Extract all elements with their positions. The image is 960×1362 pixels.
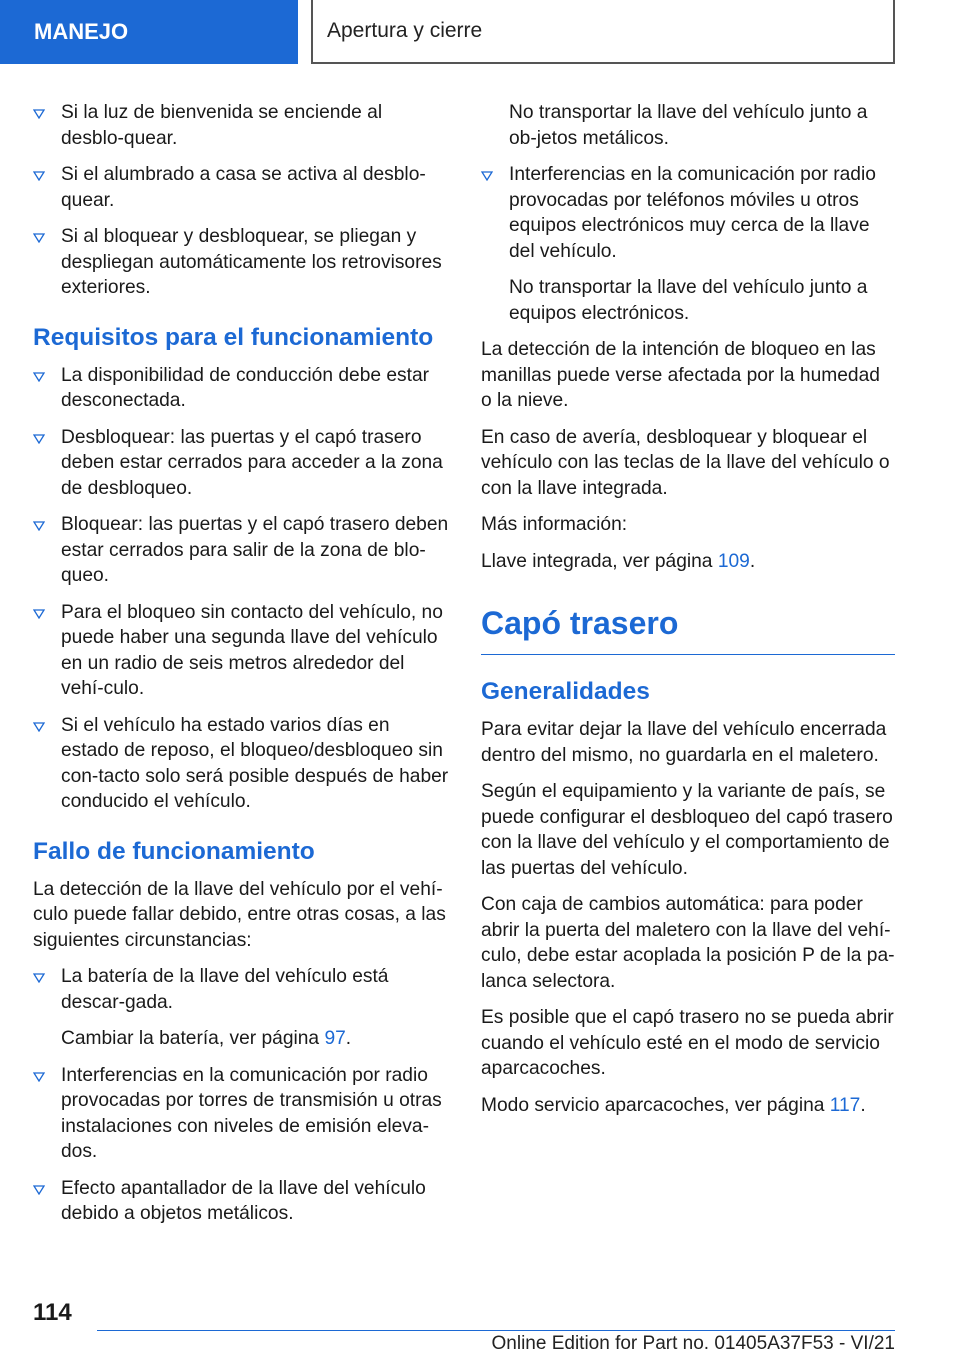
paragraph: Con caja de cambios automática: para poder abrir la puerta del maletero con la llave del vehí-culo, debe estar acoplada la posición P de la pa-lanca selectora. [481, 894, 895, 992]
right-column [481, 100, 895, 1129]
bullet-triangle-icon [33, 1072, 45, 1082]
list-item [33, 600, 449, 702]
chapter-title: Apertura y cierre [311, 0, 895, 64]
item-text: Si el vehículo ha estado varios días en estado de reposo, el bloqueo/desbloqueo sin con-tacto solo será posible después de haber conducido el vehículo. [61, 714, 449, 812]
bullet-triangle-icon [33, 722, 45, 732]
section-heading-tailgate: Capó trasero [481, 604, 895, 655]
bullet-triangle-icon [33, 1185, 45, 1195]
bullet-triangle-icon [33, 521, 45, 531]
bullet-triangle-icon [33, 171, 45, 181]
requirements-heading: Requisitos para el funcionamiento [33, 323, 434, 351]
paragraph: La detección de la intención de bloqueo en las manillas puede verse afectada por la humedad o la nieve. [481, 339, 880, 411]
item-text: Interferencias en la comunicación por radio provocadas por torres de transmisión u otras instalaciones con niveles de emisión eleva-dos. [61, 1064, 442, 1162]
item-text: Desbloquear: las puertas y el capó trasero deben estar cerrados para acceder a la zona de desbloqueo. [61, 426, 443, 499]
item-note: No transportar la llave del vehículo junto a ob-jetos metálicos. [509, 102, 868, 149]
cross-reference [481, 549, 895, 575]
list-item [481, 162, 895, 264]
list-item [33, 1063, 449, 1165]
page-link-109[interactable]: 109 [717, 550, 750, 572]
list-item [33, 363, 449, 414]
note-end: . [345, 1028, 352, 1049]
list-item [33, 512, 449, 589]
paragraph: Según el equipamiento y la variante de país, se puede configurar el desbloqueo del capó trasero con la llave del vehículo y el comportamiento de las puertas del vehículo. [481, 781, 893, 879]
bullet-triangle-icon [33, 109, 45, 119]
more-info-label: Más información: [481, 514, 628, 535]
item-text: Efecto apantallador de la llave del vehículo debido a objetos metálicos. [61, 1177, 426, 1224]
item-text: La batería de la llave del vehículo está descar-gada. [61, 966, 389, 1013]
list-item [33, 162, 449, 213]
general-heading: Generalidades [481, 678, 650, 705]
paragraph: Para evitar dejar la llave del vehículo encerrada dentro del mismo, no guardarla en el maletero. [481, 719, 887, 766]
item-note: No transportar la llave del vehículo junto a equipos electrónicos. [509, 277, 868, 324]
page-link-117[interactable]: 117 [829, 1094, 861, 1116]
bullet-triangle-icon [481, 171, 493, 181]
left-column [33, 100, 449, 1238]
list-item [33, 964, 449, 1015]
item-text: Si al bloquear y desbloquear, se pliegan y despliegan automáticamente los retrovisores exteriores. [61, 226, 442, 298]
ref-text: Llave integrada, ver página [481, 550, 718, 572]
paragraph: Es posible que el capó trasero no se pueda abrir cuando el vehículo esté en el modo de servicio aparcacoches. [481, 1007, 894, 1079]
edition-footer: Online Edition for Part no. 01405A37F53 - VI/21 [491, 1333, 895, 1354]
list-item [33, 224, 449, 301]
list-item [33, 713, 449, 815]
ref-end: . [860, 1094, 866, 1116]
paragraph: En caso de avería, desbloquear y bloquear el vehículo con las teclas de la llave del vehículo o con la llave integrada. [481, 426, 890, 499]
page-number: 114 [33, 1299, 72, 1326]
item-text: Bloquear: las puertas y el capó trasero deben estar cerrados para salir de la zona de blo-queo. [61, 514, 449, 586]
note-text: Cambiar la batería, ver página [61, 1028, 325, 1049]
footer-divider [97, 1330, 895, 1331]
bullet-triangle-icon [33, 973, 45, 983]
malfunction-heading: Fallo de funcionamiento [33, 837, 315, 865]
bullet-triangle-icon [33, 434, 45, 444]
item-note [33, 1026, 449, 1052]
section-tab: MANEJO [0, 0, 298, 64]
list-item [33, 1176, 449, 1227]
ref-text: Modo servicio aparcacoches, ver página [481, 1094, 830, 1116]
bullet-triangle-icon [33, 609, 45, 619]
page-link-97[interactable]: 97 [324, 1028, 346, 1049]
item-text: Si la luz de bienvenida se enciende al desblo-quear. [61, 102, 383, 149]
bullet-triangle-icon [33, 372, 45, 382]
item-text: Si el alumbrado a casa se activa al desblo-quear. [61, 164, 426, 211]
item-text: La disponibilidad de conducción debe estar desconectada. [61, 364, 430, 411]
bullet-triangle-icon [33, 233, 45, 243]
list-item [33, 100, 449, 151]
item-text: Interferencias en la comunicación por radio provocadas por teléfonos móviles u otros equipos electrónicos muy cerca de la llave del vehículo. [509, 164, 876, 262]
ref-end: . [749, 550, 756, 572]
malfunction-intro: La detección de la llave del vehículo por el vehí-culo puede fallar debido, entre otras cosas, a las siguientes circunstancias: [33, 878, 446, 951]
list-item [33, 425, 449, 502]
item-text: Para el bloqueo sin contacto del vehículo, no puede haber una segunda llave del vehículo en un radio de seis metros alrededor del vehí-culo. [61, 601, 443, 699]
cross-reference [481, 1093, 895, 1119]
